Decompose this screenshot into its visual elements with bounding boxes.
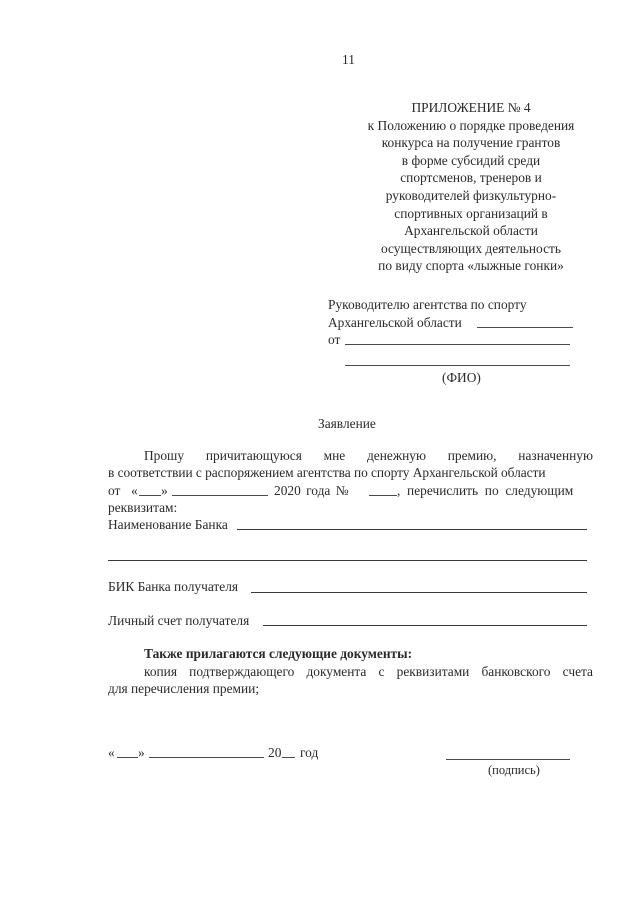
sign-year-prefix: 20 bbox=[268, 745, 282, 760]
word: документа bbox=[306, 664, 367, 679]
sign-year-suffix: год bbox=[300, 745, 319, 760]
date-quote-close: » bbox=[161, 483, 168, 498]
bank-name-field[interactable] bbox=[237, 529, 587, 530]
document-title: Заявление bbox=[318, 416, 376, 431]
year-text: 2020 года № bbox=[274, 483, 349, 498]
sign-quote-close: » bbox=[138, 745, 145, 760]
word: денежную bbox=[366, 448, 426, 463]
from-blank-line bbox=[345, 344, 570, 345]
appendix-line: конкурса на получение грантов bbox=[381, 135, 561, 151]
appendix-line: Архангельской области bbox=[404, 223, 538, 239]
body-line-4: реквизитам: bbox=[108, 500, 178, 515]
word: мне bbox=[323, 448, 346, 463]
bik-field[interactable] bbox=[251, 592, 587, 593]
addressee-line-2: Архангельской области bbox=[328, 315, 462, 330]
fio-caption: (ФИО) bbox=[442, 370, 481, 385]
attachments-heading-text: Также прилагаются следующие документы: bbox=[144, 646, 413, 661]
body-line-1 bbox=[144, 449, 593, 462]
word: банковского bbox=[481, 664, 551, 679]
word: счета bbox=[562, 664, 593, 679]
from-label: от bbox=[328, 332, 341, 347]
bank-name-label: Наименование Банка bbox=[108, 517, 228, 532]
account-field[interactable] bbox=[263, 625, 587, 626]
month-blank bbox=[172, 495, 268, 496]
number-blank bbox=[369, 495, 397, 496]
attachments-line-1 bbox=[144, 665, 593, 678]
day-blank bbox=[139, 495, 161, 496]
bik-label: БИК Банка получателя bbox=[108, 579, 239, 594]
appendix-line: руководителей физкультурно- bbox=[385, 187, 557, 203]
body-from: от bbox=[108, 483, 121, 498]
appendix-line: к Положению о порядке проведения bbox=[367, 117, 575, 133]
signature-caption: (подпись) bbox=[488, 763, 540, 777]
page-number: 11 bbox=[342, 52, 355, 67]
attachments-line-2: для перечисления премии; bbox=[108, 681, 260, 696]
appendix-line: осуществляющих деятельность bbox=[381, 240, 561, 256]
word: причитающуюся bbox=[205, 448, 302, 463]
sign-quote-open: « bbox=[108, 745, 115, 760]
signature-line[interactable] bbox=[446, 759, 570, 760]
appendix-header bbox=[336, 99, 606, 275]
body-line-2: в соответствии с распоряжением агентства по спорту Архангельской области bbox=[108, 465, 546, 480]
appendix-title: ПРИЛОЖЕНИЕ № 4 bbox=[411, 100, 531, 115]
region-blank-line bbox=[477, 327, 573, 328]
appendix-line: спортсменов, тренеров и bbox=[400, 170, 542, 186]
sign-month-blank[interactable] bbox=[149, 757, 264, 758]
sign-year-blank[interactable] bbox=[282, 757, 295, 758]
word: подтверждающего bbox=[189, 664, 295, 679]
word: реквизитами bbox=[396, 664, 470, 679]
appendix-line: в форме субсидий среди bbox=[401, 152, 541, 168]
appendix-line: спортивных организаций в bbox=[394, 205, 548, 221]
word: премию, bbox=[447, 448, 497, 463]
date-quote-open: « bbox=[131, 483, 138, 498]
account-label: Личный счет получателя bbox=[108, 613, 250, 628]
addressee-line-1: Руководителю агентства по спорту bbox=[328, 297, 527, 312]
bank-name-field-2[interactable] bbox=[108, 560, 587, 561]
appendix-line: по виду спорта «лыжные гонки» bbox=[378, 258, 564, 274]
fio-blank-line bbox=[345, 365, 570, 366]
word: назначенную bbox=[518, 448, 593, 463]
sign-day-blank[interactable] bbox=[117, 757, 138, 758]
word: с bbox=[378, 664, 385, 679]
word: Прошу bbox=[144, 448, 185, 463]
attachments-heading bbox=[144, 647, 412, 660]
body-line-3-tail: , перечислить по следующим bbox=[397, 483, 574, 498]
word: копия bbox=[144, 664, 178, 679]
